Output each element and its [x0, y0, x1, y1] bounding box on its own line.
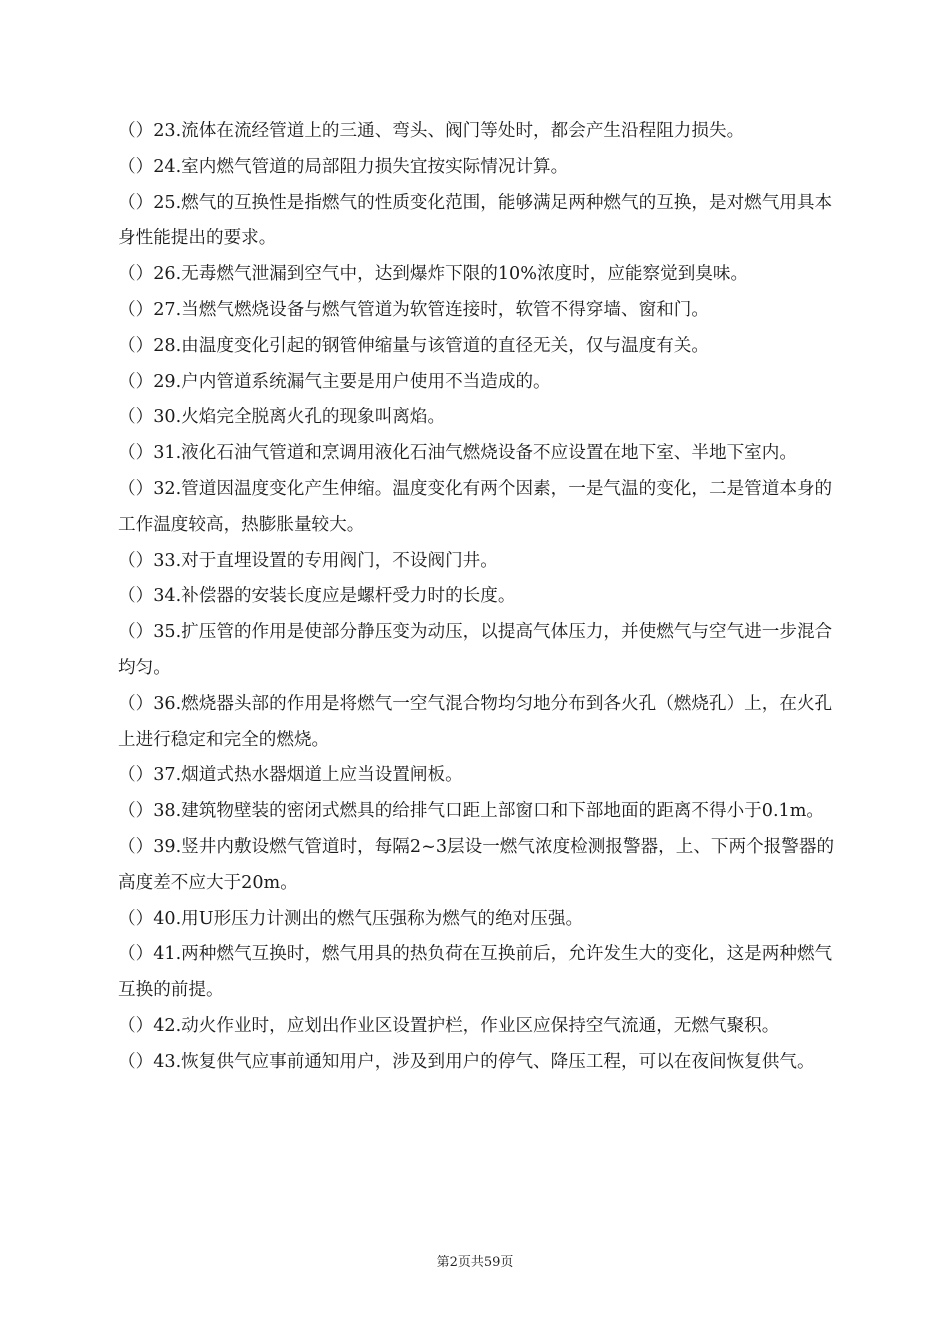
question-42: （）42.动火作业时，应划出作业区设置护栏，作业区应保持空气流通，无燃气聚积。 [118, 1015, 780, 1036]
question-43: （）43.恢复供气应事前通知用户，涉及到用户的停气、降压工程，可以在夜间恢复供气。 [118, 1051, 815, 1072]
page-number: 第2页共59页 [436, 1255, 514, 1270]
question-27: （）27.当燃气燃烧设备与燃气管道为软管连接时，软管不得穿墙、窗和门。 [118, 299, 709, 320]
question-38: （）38.建筑物壁装的密闭式燃具的给排气口距上部窗口和下部地面的距离不得小于0.1m。 [118, 801, 825, 822]
question-list [118, 114, 836, 1081]
question-31: （）31.液化石油气管道和烹调用液化石油气燃烧设备不应设置在地下室、半地下室内。 [118, 443, 797, 464]
question-24: （）24.室内燃气管道的局部阻力损失宜按实际情况计算。 [118, 156, 569, 177]
question-29: （）29.户内管道系统漏气主要是用户使用不当造成的。 [118, 371, 551, 392]
question-25: （）25.燃气的互换性是指燃气的性质变化范围，能够满足两种燃气的互换，是对燃气用具本身性能提出的要求。 [118, 192, 833, 249]
question-35: （）35.扩压管的作用是使部分静压变为动压，以提高气体压力，并使燃气与空气进一步混合均匀。 [118, 622, 833, 678]
question-36: （）36.燃烧器头部的作用是将燃气一空气混合物均匀地分布到各火孔（燃烧孔）上，在火孔上进行稳定和完全的燃烧。 [118, 693, 833, 750]
question-40: （）40.用U形压力计测出的燃气压强称为燃气的绝对压强。 [118, 908, 584, 929]
question-32: （）32.管道因温度变化产生伸缩。温度变化有两个因素，一是气温的变化，二是管道本身的工作温度较高，热膨胀量较大。 [118, 478, 833, 535]
question-33: （）33.对于直埋设置的专用阀门，不设阀门井。 [118, 550, 498, 571]
question-37: （）37.烟道式热水器烟道上应当设置闸板。 [118, 765, 463, 786]
question-26: （）26.无毒燃气泄漏到空气中，达到爆炸下限的10%浓度时，应能察觉到臭味。 [118, 264, 749, 285]
question-23: （）23.流体在流经管道上的三通、弯头、阀门等处时，都会产生沿程阻力损失。 [118, 121, 745, 141]
question-28: （）28.由温度变化引起的钢管伸缩量与该管道的直径无关，仅与温度有关。 [118, 335, 709, 356]
question-41: （）41.两种燃气互换时，燃气用具的热负荷在互换前后，允许发生大的变化，这是两种燃气互换的前提。 [118, 944, 833, 1001]
question-34: （）34.补偿器的安装长度应是螺杆受力时的长度。 [118, 586, 516, 607]
question-39: （）39.竖井内敷设燃气管道时，每隔2~3层设一燃气浓度检测报警器，上、下两个报警器的高度差不应大于20m。 [118, 836, 835, 893]
question-30: （）30.火焰完全脱离火孔的现象叫离焰。 [118, 407, 446, 428]
